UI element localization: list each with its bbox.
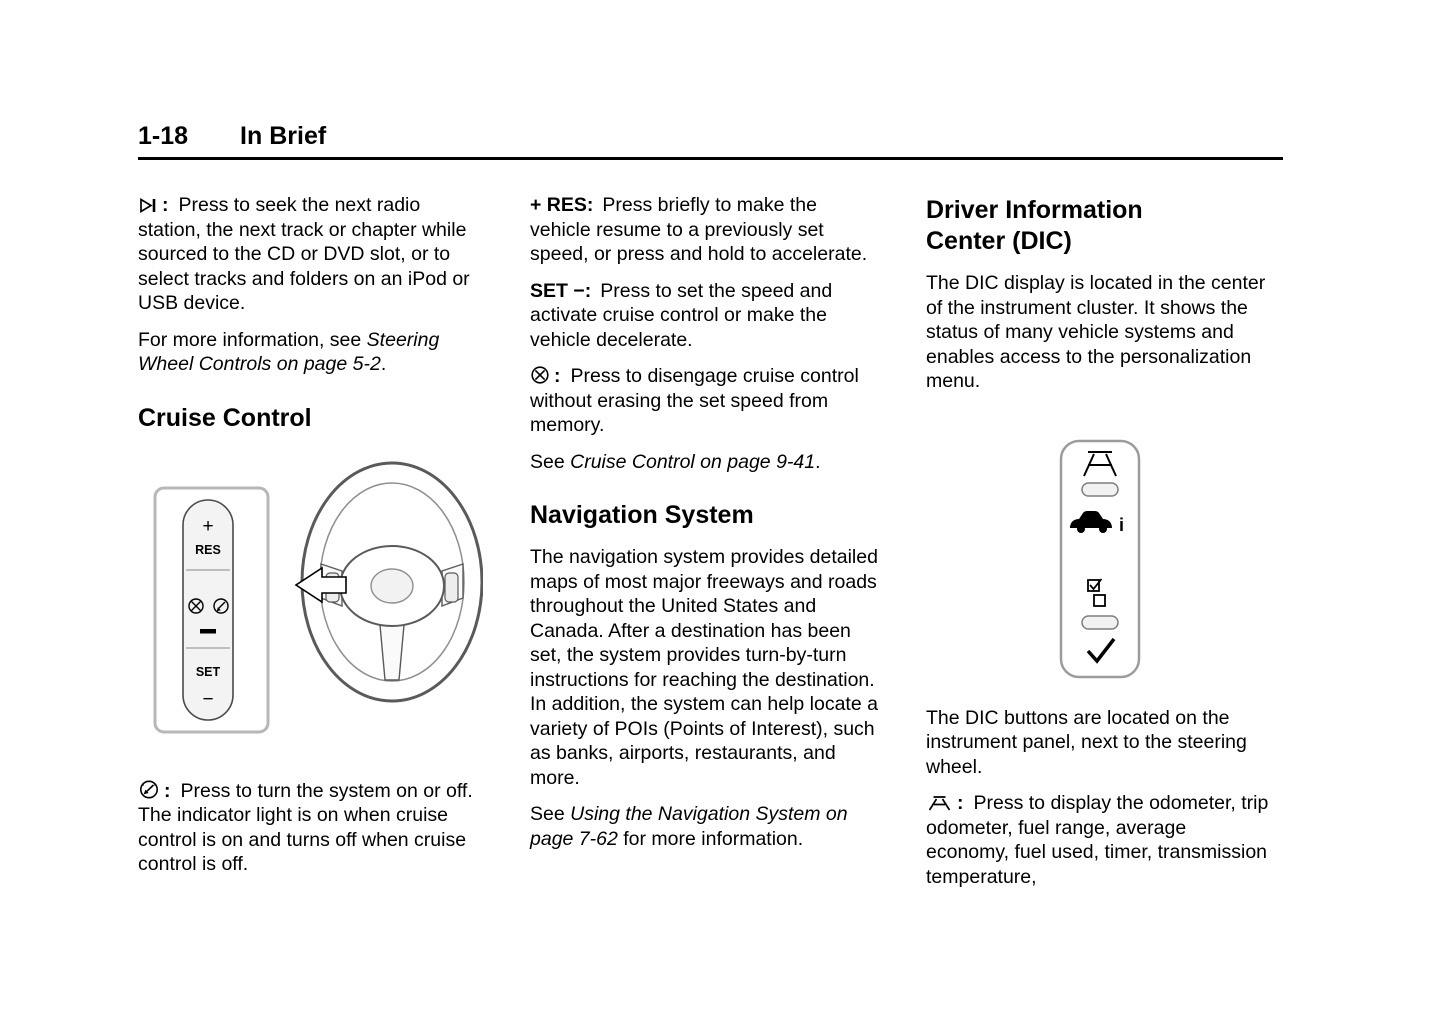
res-paragraph	[530, 193, 882, 267]
wheel-right-button-pod	[445, 573, 458, 602]
steering-wheel-controls-reference: Steering Wheel Controls on page 5-2	[138, 328, 440, 375]
trip-colon: :	[957, 792, 964, 814]
onoff-paragraph	[138, 779, 486, 877]
trip-text: Press to display the odometer, trip odometer, fuel range, average economy, fuel used, timer, transmission temperature,	[926, 792, 1269, 888]
see-nav-prefix: See	[530, 803, 571, 825]
see-nav-suffix: for more information.	[617, 827, 804, 850]
page-number: 1-18	[138, 122, 189, 150]
cruise-control-reference: Cruise Control on page 9-41	[570, 450, 816, 473]
seek-colon: :	[162, 194, 169, 216]
trip-odometer-icon	[926, 794, 953, 812]
cruise-control-figure	[138, 448, 486, 745]
trip-paragraph	[926, 791, 1274, 889]
see-navigation-paragraph	[530, 802, 882, 851]
cruise-cancel-icon	[530, 365, 550, 385]
dic-heading: Driver Information Center (DIC)	[926, 196, 1143, 255]
chapter-title: In Brief	[240, 122, 327, 150]
vehicle-info-letter: i	[1119, 514, 1125, 535]
stalk-set-label: SET	[195, 664, 221, 679]
column-middle	[530, 193, 882, 863]
seek-next-icon	[138, 197, 158, 214]
stalk-minus-label: −	[202, 688, 214, 710]
running-header	[138, 122, 1283, 151]
more-info-prefix: For more information, see	[138, 328, 367, 351]
stalk-bold-minus	[200, 629, 216, 634]
dic-button-strip	[1061, 441, 1139, 677]
dic-button-pill-top	[1082, 483, 1118, 496]
column-left	[138, 193, 486, 889]
stalk-plus-label: +	[202, 515, 214, 537]
see-cruise-suffix: .	[815, 450, 821, 473]
see-cruise-paragraph	[530, 450, 882, 475]
cruise-on-off-icon	[138, 779, 160, 800]
dic-intro-paragraph: The DIC display is located in the center of the instrument cluster. It shows the status of many vehicle systems and enables access to the personalization menu.	[926, 272, 1266, 392]
seek-paragraph	[138, 193, 486, 316]
cancel-colon: :	[554, 365, 561, 387]
navigation-body-paragraph: The navigation system provides detailed maps of most major freeways and roads throughout the United States and Canada. After a destination has been set, the system provides turn-by-turn instructions for reaching the destination. In addition, the system can help locate a variety of POIs (Points of Interest), such as banks, airports, restaurants, and more.	[530, 546, 878, 789]
header-rule	[138, 157, 1283, 160]
navigation-system-heading: Navigation System	[530, 501, 754, 529]
cancel-paragraph	[530, 364, 882, 438]
cancel-text: Press to disengage cruise control without erasing the set speed from memory.	[530, 365, 859, 436]
set-text: Press to set the speed and activate cruise control or make the vehicle decelerate.	[530, 279, 833, 351]
onoff-colon: :	[164, 779, 171, 802]
dic-buttons-figure	[1058, 438, 1142, 680]
dic-button-pill-bottom	[1082, 616, 1118, 629]
page-header	[138, 122, 1283, 160]
content-columns	[138, 193, 1274, 901]
set-label: SET −:	[530, 279, 592, 302]
set-paragraph	[530, 279, 882, 353]
cruise-control-heading: Cruise Control	[138, 403, 312, 432]
column-right	[926, 193, 1274, 901]
dic-buttons-paragraph: The DIC buttons are located on the instrument panel, next to the steering wheel.	[926, 706, 1247, 778]
see-cruise-prefix: See	[530, 450, 571, 473]
navigation-system-reference: Using the Navigation System on page 7-62	[530, 803, 848, 850]
stalk-res-label: RES	[195, 542, 221, 557]
seek-text: Press to seek the next radio station, the next track or chapter while sourced to the CD or DVD slot, or to select tracks and folders on an iPod or USB device.	[138, 194, 470, 314]
more-info-paragraph	[138, 328, 486, 377]
more-info-suffix: .	[380, 353, 387, 375]
res-label: + RES:	[530, 194, 594, 216]
res-text: Press briefly to make the vehicle resume to a previously set speed, or press and hold to accelerate.	[530, 194, 868, 265]
onoff-text: Press to turn the system on or off. The indicator light is on when cruise control is on and turns off when cruise control is off.	[138, 779, 473, 875]
